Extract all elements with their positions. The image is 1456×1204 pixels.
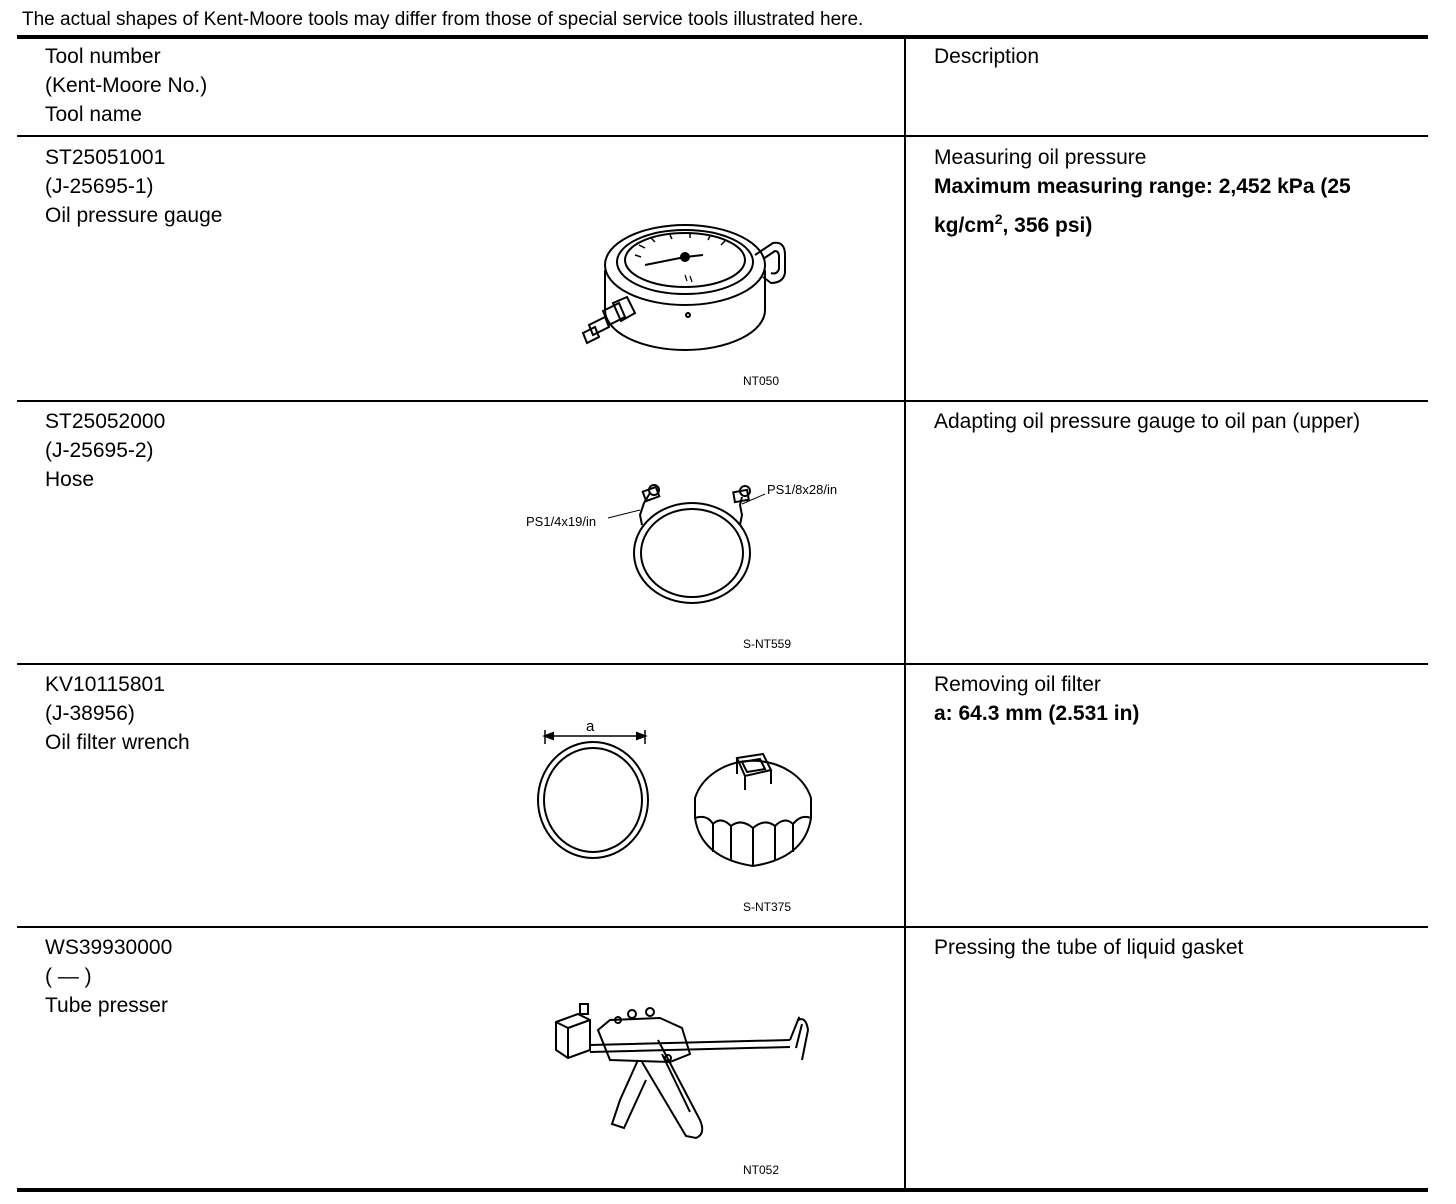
tool-number: KV10115801: [45, 673, 165, 696]
table-row-1-description: [934, 143, 1351, 240]
description-text: Removing oil filter: [934, 673, 1101, 696]
table-row-2-tool: [45, 407, 165, 494]
table-row-2-description: [934, 407, 1360, 436]
spec-unit-exponent: 2: [994, 211, 1003, 227]
header-kent-moore: (Kent-Moore No.): [45, 74, 208, 97]
column-divider: [904, 38, 906, 1190]
tool-name: Oil filter wrench: [45, 731, 190, 754]
row-divider: [17, 926, 1428, 928]
fitting-label-left: PS1/4x19/in: [526, 514, 597, 529]
kent-moore-number: ( — ): [45, 965, 92, 988]
oil-filter-wrench-illustration: [535, 718, 820, 878]
table-top-rule: [17, 35, 1428, 39]
tool-name: Oil pressure gauge: [45, 204, 223, 227]
description-spec: Maximum measuring range: 2,452 kPa (25: [934, 175, 1351, 198]
table-row-3-tool: [45, 670, 190, 757]
description-spec: a: 64.3 mm (2.531 in): [934, 702, 1140, 725]
description-text: Pressing the tube of liquid gasket: [934, 936, 1244, 959]
tool-number: WS39930000: [45, 936, 173, 959]
fitting-label-right: PS1/8x28/in: [767, 482, 838, 497]
figure-code: S-NT375: [743, 900, 792, 914]
kent-moore-number: (J-25695-2): [45, 439, 154, 462]
label-leader-lines: [600, 490, 770, 530]
header-description: Description: [934, 45, 1040, 68]
figure-code: NT050: [743, 374, 780, 388]
tool-number: ST25051001: [45, 146, 166, 169]
description-text: Adapting oil pressure gauge to oil pan (upper): [934, 410, 1361, 433]
table-row-1-tool: [45, 143, 222, 230]
header-tool-column: [45, 42, 207, 129]
kent-moore-number: (J-25695-1): [45, 175, 154, 198]
tool-name: Hose: [45, 468, 95, 491]
oil-pressure-gauge-illustration: [575, 215, 795, 365]
table-row-4-tool: [45, 933, 172, 1020]
tool-name: Tube presser: [45, 994, 168, 1017]
header-tool-number: Tool number: [45, 45, 161, 68]
kent-moore-number: (J-38956): [45, 702, 135, 725]
description-text: Measuring oil pressure: [934, 146, 1147, 169]
table-row-3-description: [934, 670, 1139, 728]
table-bottom-rule: [17, 1188, 1428, 1192]
spec-unit: kg/cm: [934, 214, 995, 237]
dimension-label: a: [586, 718, 595, 735]
header-tool-name: Tool name: [45, 103, 142, 126]
spec-unit-rest: , 356 psi): [1002, 214, 1093, 237]
figure-code: S-NT559: [743, 637, 792, 651]
header-bottom-rule: [17, 135, 1428, 137]
illustration-note: The actual shapes of Kent-Moore tools may differ from those of special service tools illustrated here.: [22, 9, 864, 30]
table-row-4-description: [934, 933, 1243, 962]
tool-number: ST25052000: [45, 410, 166, 433]
row-divider: [17, 400, 1428, 402]
tube-presser-illustration: [550, 1000, 815, 1155]
figure-code: NT052: [743, 1163, 780, 1177]
description-spec-cont: [934, 205, 1351, 240]
row-divider: [17, 663, 1428, 665]
